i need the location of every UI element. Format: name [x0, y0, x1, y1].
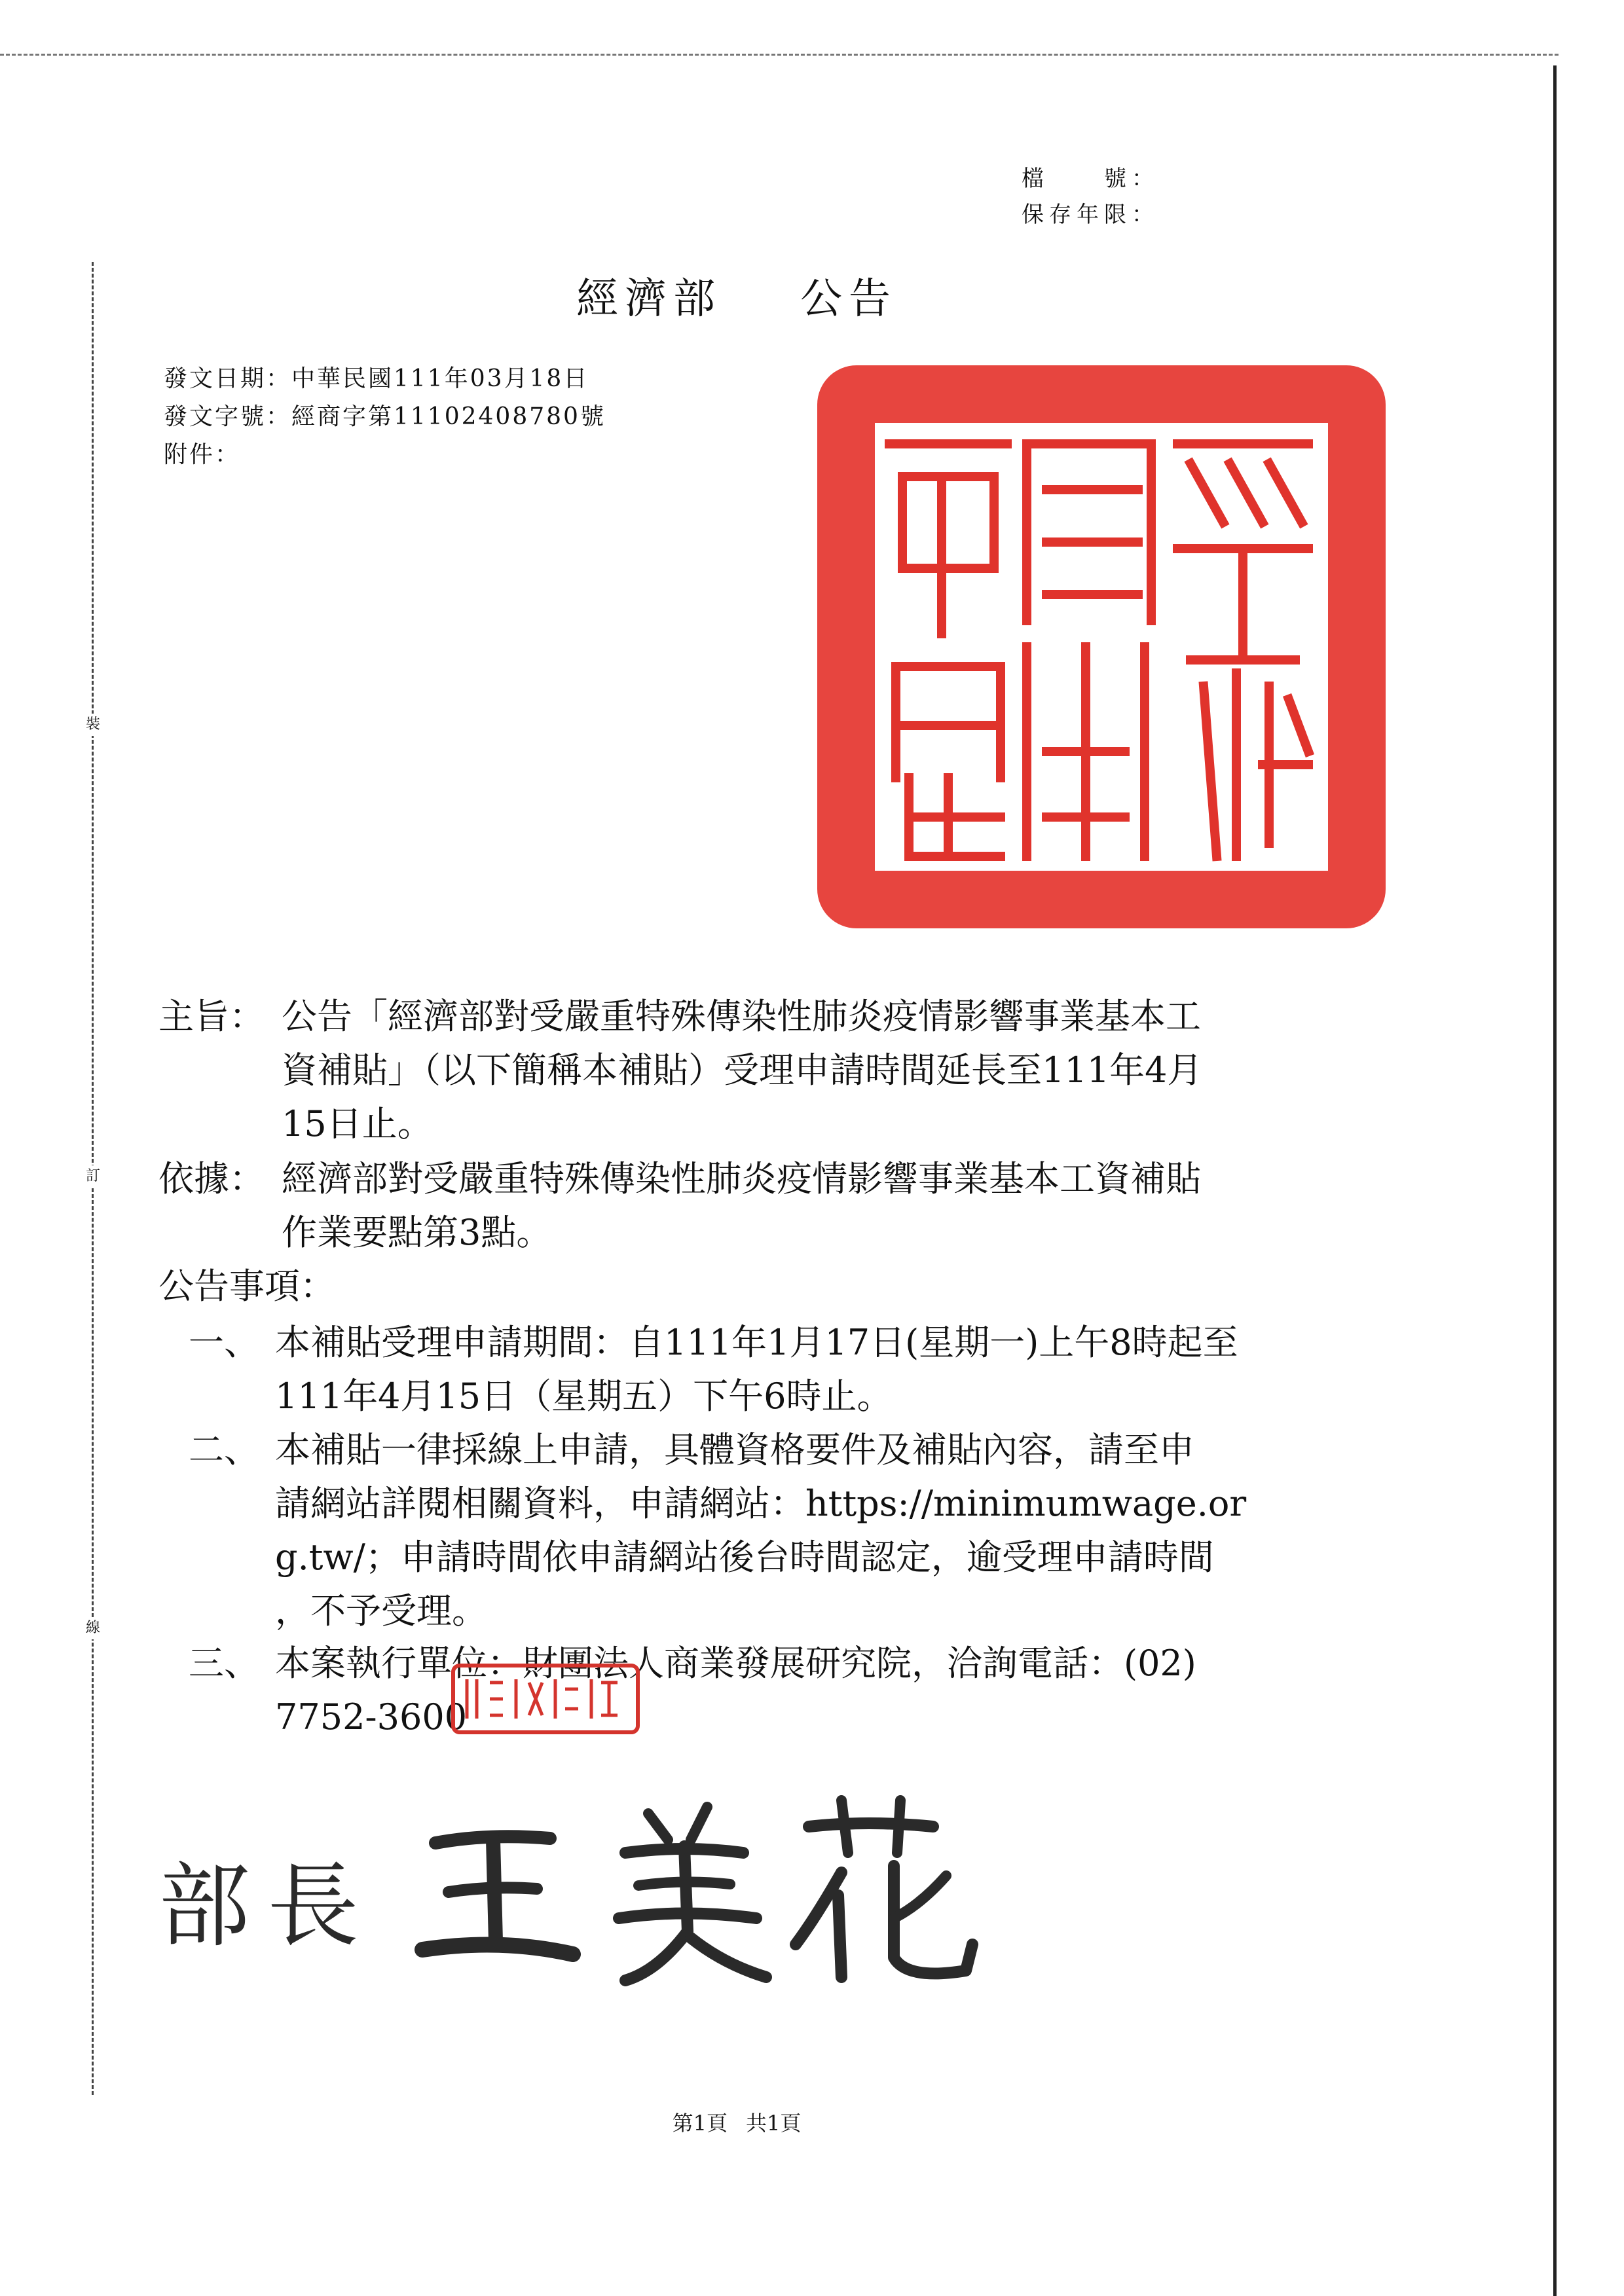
binding-mark-ding: 訂 [82, 1165, 104, 1188]
notice-item-2-line-1: 本補貼一律採線上申請，具體資格要件及補貼內容，請至申 [275, 1429, 1194, 1470]
binding-mark-zhuang: 裝 [82, 714, 104, 736]
official-seal [811, 359, 1392, 935]
scan-right-edge [1553, 65, 1557, 2296]
notice-item-1-line-2: 111年4月15日（星期五）下午6時止。 [275, 1376, 893, 1417]
retention-label: 保存年限： [1022, 202, 1159, 228]
minister-signature [409, 1781, 999, 1997]
notice-item-1-number: 一、 [189, 1322, 259, 1363]
page-number [0, 2107, 1473, 2137]
document-type: 公告 [800, 275, 897, 323]
page-total: 共1頁 [746, 2111, 802, 2136]
notice-item-2-line-4: ，不予受理。 [275, 1590, 487, 1631]
subject-line-1: 公告「經濟部對受嚴重特殊傳染性肺炎疫情影響事業基本工 [282, 996, 1201, 1037]
subject-line-3: 15日止。 [282, 1103, 433, 1144]
agency-name: 經濟部 [576, 275, 722, 323]
notice-label: 公告事項： [158, 1266, 335, 1307]
subject-label: 主旨： [158, 996, 265, 1037]
notice-item-3-line-2: 7752-3600 [275, 1696, 468, 1738]
proofreading-seal [451, 1663, 640, 1735]
minister-title: 部長 [158, 1853, 377, 1960]
basis-label: 依據： [158, 1158, 265, 1199]
reference-number: 發文字號：經商字第11102408780號 [164, 403, 606, 430]
page-current: 第1頁 [672, 2111, 728, 2136]
attachment-line: 附件： [164, 441, 241, 468]
notice-item-3-line-1: 本案執行單位：財團法人商業發展研究院，洽詢電話：(02) [275, 1643, 1196, 1684]
binding-mark-xian: 線 [82, 1617, 104, 1639]
scan-top-edge [0, 54, 1559, 56]
notice-item-3-number: 三、 [189, 1643, 259, 1684]
notice-item-2-line-3: g.tw/；申請時間依申請網站後台時間認定，逾受理申請時間 [275, 1537, 1214, 1578]
basis-line-1: 經濟部對受嚴重特殊傳染性肺炎疫情影響事業基本工資補貼 [282, 1158, 1201, 1199]
file-number-label: 檔 號： [1022, 166, 1159, 192]
basis-line-2: 作業要點第3點。 [282, 1212, 552, 1253]
notice-item-2-number: 二、 [189, 1429, 259, 1470]
issue-date: 發文日期：中華民國111年03月18日 [164, 365, 589, 392]
notice-item-1-line-1: 本補貼受理申請期間：自111年1月17日(星期一)上午8時起至 [275, 1322, 1238, 1363]
notice-item-2-line-2: 請網站詳閱相關資料，申請網站：https://minimumwage.or [275, 1483, 1247, 1524]
subject-line-2: 資補貼」（以下簡稱本補貼）受理申請時間延長至111年4月 [282, 1049, 1203, 1091]
document-title [0, 265, 1473, 325]
